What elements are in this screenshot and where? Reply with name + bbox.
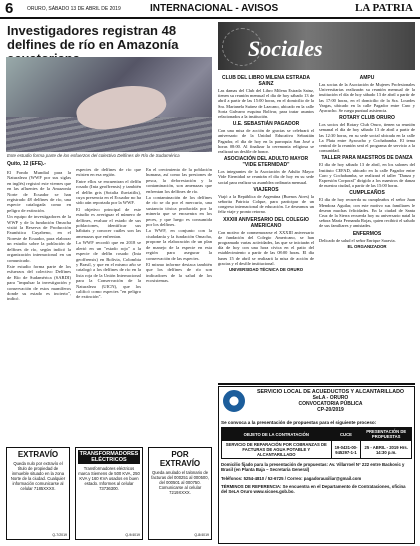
social-heading: ASOCIACIÓN DEL ADULTO MAYOR "VIDE ETERNIDAD"	[223, 156, 309, 169]
notice-code: CP-20/2019	[317, 407, 344, 413]
ad-title: POR EXTRAVÍO	[159, 450, 201, 468]
table-header: CUCE	[331, 428, 361, 441]
social-column-right	[319, 73, 415, 379]
ad-title: TRANSFORMADORES ELÉCTRICOS	[79, 451, 139, 463]
social-text: Con motivo de conmemorarse el XXXIII aniversario de fundación del Colegio Americano, se han programado varias actividades, las que se iniciarán el día de hoy con una hora cívica en el patio del establecimiento a partir de las 08:00 horas. El día lunes 15 de abril se realizará la misa de acción de gracias y el desfile institucional.	[218, 229, 314, 266]
issue-date: ORURO, SÁBADO 13 DE ABRIL DE 2019	[27, 6, 121, 12]
section-title: INTERNACIONAL - AVISOS	[150, 3, 279, 14]
signature-line: EL ORGANIZADOR	[347, 243, 387, 249]
social-column-left	[218, 73, 314, 379]
newspaper-brand: LA PATRIA	[355, 2, 413, 14]
table-cell: 19-0431-00-945297-1-1	[331, 441, 361, 459]
social-heading: ROTARY CLUB ORURO	[339, 115, 395, 122]
social-text: Los integrantes de la Asociación de Adulto Mayor Vide Eternidad se reunirán el día de hoy en su sede social para realizar su asamblea ordinaria mensual.	[218, 169, 314, 185]
article-byline: Quito, 12 (EFE).-	[7, 161, 46, 167]
notice-entity: SeLA - ORURO	[312, 395, 349, 401]
ad-code: Q-8/4019	[194, 533, 209, 537]
social-text: El día de hoy sábado 13 de abril, en los salones del Instituto CEFAD, ubicado en la calle Pagador entre Caro y Cochabamba, se realizará el taller "Danza y Expresión Corporal" dirigido a los maestros de danza de nuestra ciudad, a partir de las 15:00 horas.	[319, 162, 415, 189]
article-paragraph: especies de delfines de río que existen en esa región.	[76, 167, 141, 178]
notice-address: Domicilio fijado para la presentación de propuestas: Av. Villarroel N° 222 entre Backovic y Brasil (en Planta Baja – Secretaría General)	[221, 462, 405, 473]
table-header: PRESENTACIÓN DE PROPUESTAS	[361, 428, 412, 441]
social-heading: CUMPLEAÑOS	[349, 190, 385, 197]
article-paragraph: En el crecimiento de la población humana, así como las presiones de pesca, la deforestación y la contaminación, son amenazas que enfrentan los delfines de río.	[146, 167, 212, 194]
article-column-2	[76, 167, 141, 444]
ad-title: EXTRAVÍO	[17, 450, 59, 459]
ad-code: Q-7/2019	[52, 533, 67, 537]
article-paragraph: La WWF, en conjunto con la ciudadanía y la fundación Omacha, propone la elaboración de un plan de manejo de la especie en esta región para asegurar la conservación de las especies.	[146, 228, 212, 261]
social-section-title: Sociales	[248, 36, 323, 61]
social-text: Las damas del Club del Libro Milena Estrada Sainz, tienen su reunión mensual el día de hoy sábado 13 de abril a partir de las 15:00 horas, en el domicilio de la Sra. Marianela Suárez de Lazcano, ubicado en la calle Soria Galvarro esquina Bolívar, para tratar asuntos relacionados a la institución.	[218, 88, 314, 120]
article-paragraph: El Fondo Mundial para la Naturaleza (WWF por sus siglas en inglés) registró este viernes que en las afluentes de la Amazonía Norte de Ecuador se han registrado 48 delfines de río, una especie catalogada como en peligro de extinción.	[7, 170, 71, 213]
article-paragraph: La WWF recordó que en 2018 se alertó en un "estado rojo" a la especie de delfín rosado (Inia geoffrensis) en Bolivia, Colombia y Brasil, y que en el mismo año se catalogó a los delfines de río en la lista roja de la Unión Internacional para la Conservación de la Naturaleza (UICN), que los calificó como especies "en peligro de extinción".	[76, 240, 141, 300]
ad-code: Q-9/4019	[125, 533, 140, 537]
dolphin-photo	[6, 57, 212, 152]
notice-contact: Teléfonos: 5254-4810 / 52-6725 / Correo: pagadorauxiliar@gmail.com	[221, 475, 362, 481]
social-text: El día de hoy recuerda su cumpleaños el señor Juan Mendoza Aguilar, con este motivo sus familiares le desean muchas felicidades. En la ciudad de Santa Cruz de la Sierra recuerda hoy su aniversario natal la señora María Fernanda Rojas, quien recibirá el saludo de sus familiares y amistades.	[319, 197, 415, 229]
classified-ads	[6, 447, 212, 546]
social-heading: VIAJEROS	[253, 186, 279, 193]
social-heading: U.E. SEBASTIÁN PAGADOR	[232, 121, 300, 128]
social-text: Las socias de la Asociación de Mujeres Profesionales Universitarias realizarán su reunión mensual de la institución el día de hoy sábado 13 de abril a partir de las 17:00 horas, en el domicilio de la Sra. Lourdes Vargas, ubicado en la calle Pagador entre Caro y Ayacucho. Se ruega puntual asistencia.	[319, 82, 415, 114]
classified-ad	[75, 447, 143, 540]
social-text: Delicado de salud el señor Enrique Saravia.	[319, 237, 396, 243]
ad-body: Transformadores eléctricos marca Siemens de 500 KVA, 250 KVA y 160 KVA usados en buen estado. Informes al celular 73736300.	[78, 466, 140, 491]
table-cell: SERVICIO DE REPARACIÓN POR COBRANZAS DE FACTURAS DE AGUA POTABLE Y ALCANTARILLADO	[222, 441, 332, 459]
notice-terms: TÉRMINOS DE REFERENCIA: Se encuentra en el Departamento de Contrataciones, oficina del SeLA Oruro www.sicoes.gob.bo.	[221, 483, 406, 495]
article-column-1	[7, 170, 71, 440]
classified-ad	[6, 447, 70, 540]
classified-ad	[148, 447, 212, 540]
table-header: OBJETO DE LA CONTRATACIÓN	[222, 428, 332, 441]
table-cell: 25 - ABRIL - 2019 Hrs. 14:30 p.m.	[361, 441, 412, 459]
social-text: Los socios del Rotary Club Oruro, tienen su reunión semanal el día de hoy sábado 13 de abril a partir de las 12:30 horas, en su sede social ubicada en la calle La Plata entre Ayacucho y Cochabamba. El tema central de la reunión será el programa de servicio a la comunidad.	[319, 122, 415, 154]
social-text: Con una misa de acción de gracias se celebrará el aniversario de la Unidad Educativa Sebastián Pagador, el día de hoy en la parroquia San José a horas 08:00. Al finalizar la ceremonia religiosa se realizará un desfile de honor.	[218, 128, 314, 155]
social-heading: AMPU	[359, 75, 375, 81]
water-utility-logo-icon	[223, 390, 245, 412]
notice-table	[221, 427, 412, 459]
ad-body: Queda anulado el talonario de facturas del 000251 al 000500, del 000501 al 000750. Comunicarse al celular 7219XXXX.	[151, 470, 209, 495]
signature-line: UNIVERSIDAD TÉCNICA DE ORURO	[228, 267, 304, 273]
social-text: Viajó a la República de Argentina (Buenos Aires) la señorita Patricia Colque, para participar de un congreso internacional de educación. Le deseamos un feliz viaje y pronto retorno.	[218, 193, 314, 215]
public-notice	[218, 386, 415, 544]
social-heading: ENFERMOS	[352, 230, 382, 237]
photo-caption: Este estudio forma parte de los esfuerzos del colectivo Delfines de Río de Sudamérica	[7, 153, 180, 158]
section-divider	[218, 383, 415, 385]
social-heading: TALLER PARA MAESTROS DE DANZA	[321, 155, 413, 162]
social-heading: CLUB DEL LIBRO MILENA ESTRADA SAINZ	[221, 75, 311, 87]
notice-title: SERVICIO LOCAL DE ACUEDUCTOS Y ALCANTARILLADO	[256, 389, 405, 395]
notice-intro: Se convoca a la presentación de propuestas para el siguiente proceso:	[221, 420, 377, 425]
page-number: 6	[5, 0, 14, 17]
table-row	[222, 441, 412, 459]
article-paragraph: La contaminación de los delfines de río se da por el mercurio, una sustancia tóxica producida por la minería que se encuentra en los peces, y que luego es consumida por los delfines.	[146, 195, 212, 228]
ad-body: Queda nulo por extravío el título de propiedad de inmueble situado en la zona Norte de la ciudad. Cualquier información comunicarse al celular 7185XXXX.	[10, 461, 66, 491]
article-paragraph: Un equipo de investigadores de la WWF y de la fundación Omacha visitó la Reserva de Producción Faunística Cuyabeno, en el Noreste de Ecuador, para elaborar un estudio sobre la población de delfines de río, según indicó la organización internacional en un comunicado.	[7, 214, 71, 263]
article-paragraph: Este estudio forma parte de los esfuerzos del colectivo Delfines de Río de Sudamérica (SARDI) para "impulsar la investigación y conservación de estos mamíferos donde su estado es incierto", indicó.	[7, 263, 71, 302]
article-paragraph: El mismo informe destaca también que los delfines de río son indicadores de la salud de los ecosistemas.	[146, 261, 212, 284]
article-column-3	[146, 167, 212, 444]
article-paragraph: Entre ellos se encuentran el delfín rosado (Inia geoffrensis) y también el delfín gris (Sotalia fluviatilis), cuya presencia en el Ecuador no ha sido aún reportada por la WWF.	[76, 178, 141, 206]
social-heading: XXXIII ANIVERSARIO DEL COLEGIO AMERICANO	[223, 216, 309, 229]
notice-type: CONVOCATORIA PÚBLICA	[298, 401, 363, 407]
page-header	[0, 0, 420, 19]
article-headline: Investigadores registran 48 delfines de río en Amazonía	[7, 23, 179, 52]
article-paragraph: El objetivo principal de este estudio es averiguar el número de delfines, evaluar el estado de sus poblaciones, identificar sus hábitats y conocer cuáles son las amenazas que enfrentan.	[76, 206, 141, 239]
social-banner	[218, 22, 415, 70]
